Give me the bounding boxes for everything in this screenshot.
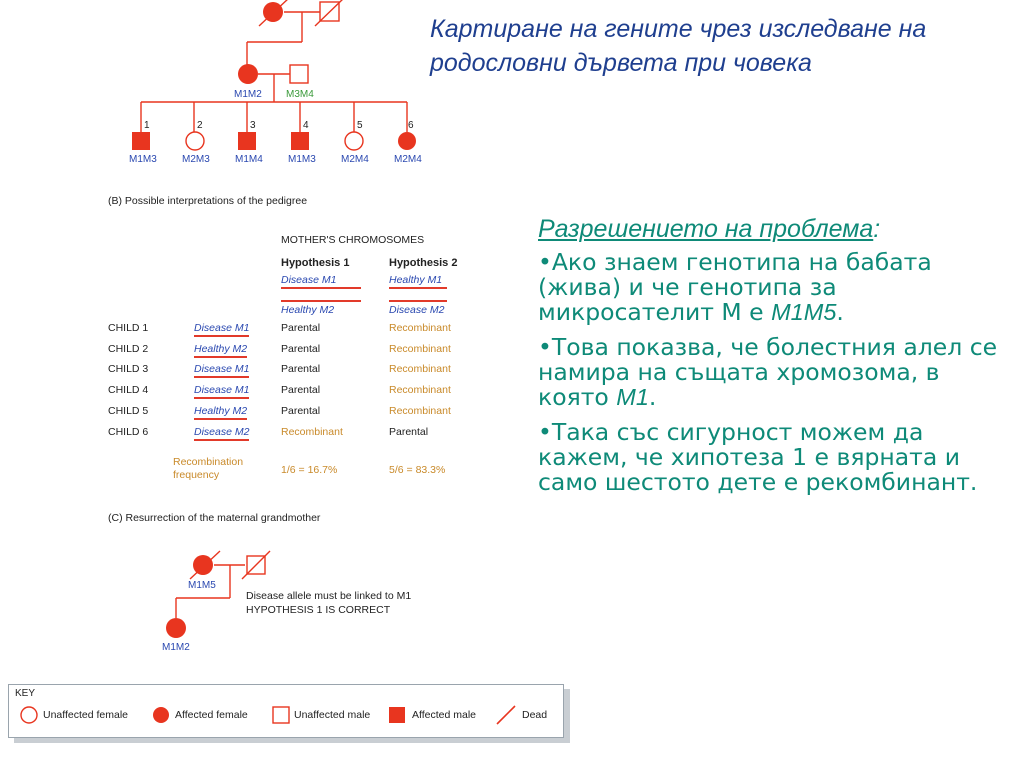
unaffected-male-icon bbox=[273, 707, 289, 723]
dead-icon bbox=[497, 706, 515, 724]
solution-heading-text: Разрешението на проблема bbox=[538, 215, 874, 243]
section-c-caption: (C) Resurrection of the maternal grandmother bbox=[108, 512, 321, 524]
bullet-item bbox=[538, 250, 1008, 325]
hyp2-value: Recombinant bbox=[389, 322, 451, 334]
pedigree-c bbox=[150, 548, 280, 658]
explanation-block bbox=[538, 216, 1008, 505]
bullet-text-end: . bbox=[836, 298, 844, 326]
hyp1-frequency: 1/6 = 16.7% bbox=[281, 464, 338, 476]
key-label: Dead bbox=[522, 709, 548, 721]
affected-female-icon bbox=[153, 707, 169, 723]
child-genotype: M1M4 bbox=[235, 154, 263, 165]
key-title: KEY bbox=[15, 688, 36, 699]
hyp1-value: Parental bbox=[281, 384, 321, 396]
mothers-chromosomes-heading: MOTHER'S CHROMOSOMES bbox=[281, 234, 425, 246]
hyp2-value: Recombinant bbox=[389, 384, 451, 396]
hyp2-chromosome-top: Healthy M1 bbox=[389, 274, 447, 289]
recombination-label-line-2: frequency bbox=[173, 469, 220, 481]
solution-heading bbox=[538, 216, 1008, 242]
child-label: CHILD 3 bbox=[108, 363, 149, 375]
hyp2-frequency: 5/6 = 83.3% bbox=[389, 464, 446, 476]
hyp2-value: Recombinant bbox=[389, 343, 451, 355]
child-number: 6 bbox=[408, 120, 414, 131]
slide-title: Картиране на гените чрез изследване на родословни дървета при човека bbox=[430, 15, 927, 77]
bullet-emphasis: M1M5 bbox=[771, 299, 837, 325]
hyp1-value: Parental bbox=[281, 322, 321, 334]
key-label: Unaffected female bbox=[43, 709, 129, 721]
child-1-symbol bbox=[132, 132, 150, 150]
key-label: Affected male bbox=[412, 709, 477, 721]
hyp2-chromosome-bottom: Disease M2 bbox=[389, 300, 447, 316]
father-genotype: M3M4 bbox=[286, 89, 314, 100]
allele-label: Disease M1 bbox=[194, 384, 249, 399]
hyp1-chromosome-top: Disease M1 bbox=[281, 274, 361, 289]
bullet-text-end: . bbox=[648, 383, 657, 411]
recombination-label-line-1: Recombination bbox=[173, 456, 244, 468]
child-genotype: M2M4 bbox=[394, 154, 422, 165]
affected-male-icon bbox=[389, 707, 405, 723]
child-2-symbol bbox=[186, 132, 204, 150]
key-box bbox=[8, 684, 564, 738]
hyp2-value: Recombinant bbox=[389, 363, 451, 375]
bullet-item bbox=[538, 420, 1008, 495]
child-6-symbol bbox=[398, 132, 416, 150]
pedigree-a bbox=[120, 0, 430, 175]
father-symbol bbox=[290, 65, 308, 83]
hyp2-value: Parental bbox=[389, 426, 429, 438]
hypothesis-1-heading: Hypothesis 1 bbox=[281, 257, 350, 269]
allele-label: Healthy M2 bbox=[194, 343, 247, 358]
unaffected-female-icon bbox=[21, 707, 37, 723]
child-5-symbol bbox=[345, 132, 363, 150]
child-number: 5 bbox=[357, 120, 363, 131]
mother-genotype: M1M2 bbox=[162, 642, 190, 653]
bullet-text: •Това показва, че болестния алел се намира на същата хромозома, в която bbox=[538, 333, 998, 411]
hyp1-chromosome-bottom: Healthy M2 bbox=[281, 300, 361, 317]
grandmother-genotype: M1M5 bbox=[188, 580, 216, 591]
child-number: 1 bbox=[144, 120, 150, 131]
grandmother-symbol bbox=[193, 555, 213, 575]
child-genotype: M1M3 bbox=[288, 154, 316, 165]
child-number: 3 bbox=[250, 120, 256, 131]
child-number: 4 bbox=[303, 120, 309, 131]
section-b-caption: (B) Possible interpretations of the pedigree bbox=[108, 195, 308, 207]
conclusion-result: HYPOTHESIS 1 IS CORRECT bbox=[246, 604, 391, 616]
child-genotype: M2M4 bbox=[341, 154, 369, 165]
hyp1-value: Parental bbox=[281, 363, 321, 375]
key-label: Unaffected male bbox=[294, 709, 371, 721]
hyp1-value: Parental bbox=[281, 343, 321, 355]
child-label: CHILD 2 bbox=[108, 343, 149, 355]
child-number: 2 bbox=[197, 120, 203, 131]
bullet-text: •Ако знаем генотипа на бабата (жива) и че генотипа за микросателит М е bbox=[538, 248, 932, 326]
allele-label: Disease M2 bbox=[194, 426, 249, 441]
allele-label: Healthy M2 bbox=[194, 405, 247, 420]
child-label: CHILD 1 bbox=[108, 322, 149, 334]
child-label: CHILD 6 bbox=[108, 426, 149, 438]
hypothesis-2-heading: Hypothesis 2 bbox=[389, 257, 458, 269]
hyp2-value: Recombinant bbox=[389, 405, 451, 417]
mother-symbol bbox=[238, 64, 258, 84]
child-genotype: M1M3 bbox=[129, 154, 157, 165]
hyp1-value: Parental bbox=[281, 405, 321, 417]
bullet-item bbox=[538, 335, 1008, 410]
bullet-text: •Така със сигурност можем да кажем, че хипотеза 1 е вярната и само шестото дете е рекомбинант. bbox=[538, 418, 978, 496]
child-label: CHILD 4 bbox=[108, 384, 149, 396]
conclusion-note: Disease allele must be linked to M1 bbox=[246, 590, 412, 602]
key-label: Affected female bbox=[175, 709, 248, 721]
mother-genotype: M1M2 bbox=[234, 89, 262, 100]
allele-label: Disease M1 bbox=[194, 322, 249, 337]
child-3-symbol bbox=[238, 132, 256, 150]
allele-label: Disease M1 bbox=[194, 363, 249, 378]
solution-heading-colon: : bbox=[873, 215, 881, 243]
bullet-emphasis: M1 bbox=[616, 384, 649, 410]
mother-symbol bbox=[166, 618, 186, 638]
child-genotype: M2M3 bbox=[182, 154, 210, 165]
child-label: CHILD 5 bbox=[108, 405, 149, 417]
child-4-symbol bbox=[291, 132, 309, 150]
hyp1-value: Recombinant bbox=[281, 426, 343, 438]
